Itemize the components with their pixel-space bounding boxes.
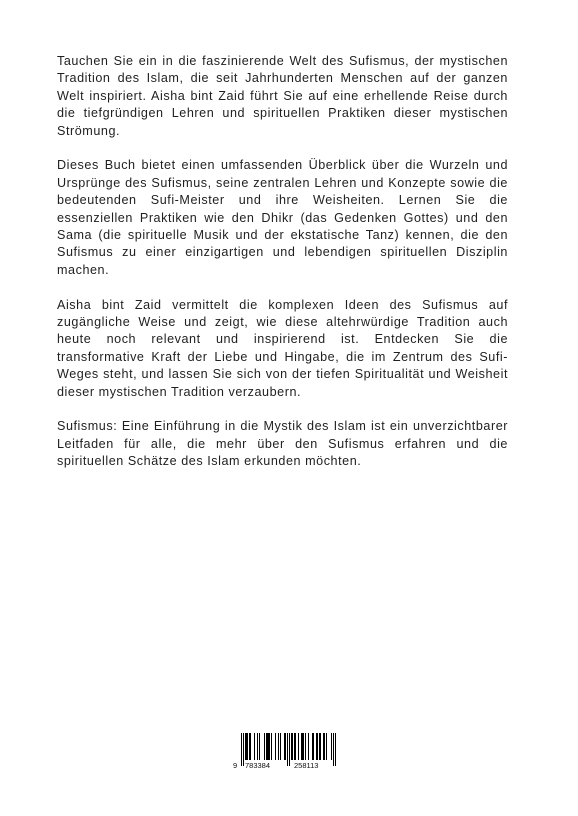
barcode-bar [294,733,295,760]
isbn-lead-digit: 9 [233,761,238,769]
barcode-bar [287,733,288,766]
barcode-bar [320,733,321,760]
barcode-bar [250,733,251,760]
barcode-bar [289,733,290,766]
isbn-left-group: 783384 [245,761,271,769]
blurb-paragraph-2: Dieses Buch bietet einen umfassenden Überblick über die Wurzeln und Ursprünge des Sufismus, seine zentralen Lehren und Konzepte sowie die bedeutenden Sufi-Meister und ihre Weisheiten. Lernen Sie die essenziellen Praktiken wie den Dhikr (das Gedenken Gottes) und den Sama (die spirituelle Musik und der ekstatische Tanz) kennen, die den Sufismus zu einer einzigartigen und lebendigen spirituellen Disziplin machen. [57,158,508,277]
barcode-bar [246,733,247,760]
barcode-bar [301,733,302,760]
barcode-bar [326,733,327,760]
barcode-bar [245,733,246,760]
barcode-bar [249,733,250,760]
barcode-bar [243,733,244,766]
barcode-bar [267,733,268,760]
barcode-bar [331,733,332,760]
barcode-bar [259,733,260,760]
barcode-bar [257,733,258,760]
barcode-bar [275,733,276,760]
barcode-bar [324,733,325,760]
barcode-bar [292,733,293,760]
barcode-bar [285,733,286,760]
barcode-bar [254,733,255,760]
barcode-bar [264,733,265,760]
blurb-paragraph-1: Tauchen Sie ein in die faszinierende Welt des Sufismus, der mystischen Tradition des Islam, die seit Jahrhunderten Menschen auf der ganzen Welt inspiriert. Aisha bint Zaid führt Sie auf eine erhellende Reise durch die tiefgründigen Lehren und spirituellen Praktiken dieser mystischen Strömung. [57,54,508,138]
blurb-paragraph-3: Aisha bint Zaid vermittelt die komplexen Ideen des Sufismus auf zugängliche Weise und zeigt, wie diese altehrwürdige Tradition auch heute noch relevant und inspirierend ist. Entdecken Sie die transformative Kraft der Liebe und Hingabe, die im Zentrum des Sufi-Weges steht, und lassen Sie sich von der tiefen Spiritualität und Weisheit dieser mystischen Tradition verzaubern. [57,297,508,399]
cover-blurb [57,53,508,488]
blurb-paragraph-4: Sufismus: Eine Einführung in die Mystik des Islam ist ein unverzichtbarer Leitfaden für alle, die mehr über den Sufismus erfahren und die spirituellen Schätze des Islam erkunden möchten. [57,419,508,469]
isbn-barcode [232,733,344,769]
barcode-bar [303,733,304,760]
barcode-bar [266,733,267,760]
barcode-bar [268,733,269,760]
barcode-bar [278,733,279,760]
barcode-bar [269,733,270,760]
barcode-graphic [232,733,344,769]
barcode-bar [247,733,248,760]
barcode-bar [308,733,309,760]
barcode-bar [295,733,296,760]
barcode-bar [313,733,314,760]
barcode-bar [241,733,242,766]
barcode-bar [280,733,281,760]
barcode-bar [302,733,303,760]
barcode-bar [316,733,317,760]
isbn-right-group: 258113 [294,761,319,769]
barcode-bar [271,733,272,760]
barcode-bar [319,733,320,760]
barcode-bar [335,733,336,766]
barcode-bar [312,733,313,760]
barcode-bar [323,733,324,760]
barcode-bar [284,733,285,760]
barcode-bar [305,733,306,760]
barcode-bar [317,733,318,760]
barcode-bar [298,733,299,760]
barcode-bar [333,733,334,766]
barcode-bar [291,733,292,760]
